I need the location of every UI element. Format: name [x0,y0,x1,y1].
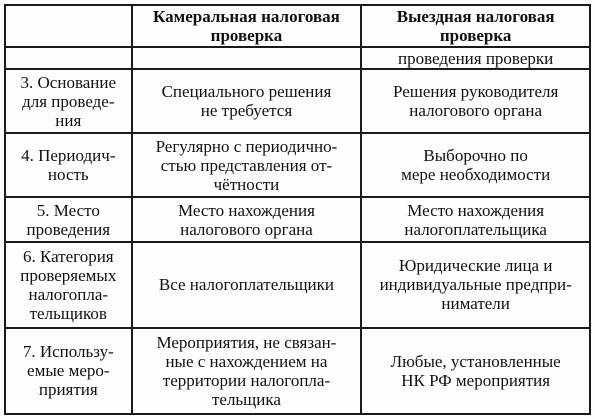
table-row-basis [5,69,590,133]
row-label: 5. Место проведения [5,197,132,241]
continuation-criterion-cell [5,47,132,69]
row-desk-value: Специального решения не требуется [132,69,362,133]
comparison-table [4,4,591,415]
row-field-value: Юридические лица и индивидуальные предпри- ниматели [361,242,590,328]
row-field-value: Выборочно по мере необходимости [361,133,590,197]
header-desk-audit-cell: Камеральная налоговая проверка [132,5,362,47]
table-row-periodicity [5,133,590,197]
row-label: 4. Периодич- ность [5,133,132,197]
row-desk-value: Мероприятия, не связан- ные с нахождением на территории налогопла- тельщика [132,328,362,414]
row-desk-value: Все налогоплательщики [132,242,362,328]
continuation-desk-cell [132,47,362,69]
row-field-value: Любые, установленные НК РФ мероприятия [361,328,590,414]
table-row-taxpayer-category [5,242,590,328]
table-row-continuation [5,47,590,69]
header-field-audit-cell: Выездная налоговая проверка [361,5,590,47]
row-field-value: Решения руководителя налогового органа [361,69,590,133]
table-row-measures [5,328,590,414]
row-desk-value: Регулярно с периодично- стью представления от- чётности [132,133,362,197]
row-label: 7. Использу- емые меро- приятия [5,328,132,414]
row-label: 3. Основание для проведе- ния [5,69,132,133]
row-field-value: Место нахождения налогоплательщика [361,197,590,241]
table-header-row [5,5,590,47]
header-criterion-cell [5,5,132,47]
table-row-location [5,197,590,241]
row-desk-value: Место нахождения налогового органа [132,197,362,241]
continuation-field-cell: проведения проверки [361,47,590,69]
row-label: 6. Категория проверяемых налогопла- тельщиков [5,242,132,328]
